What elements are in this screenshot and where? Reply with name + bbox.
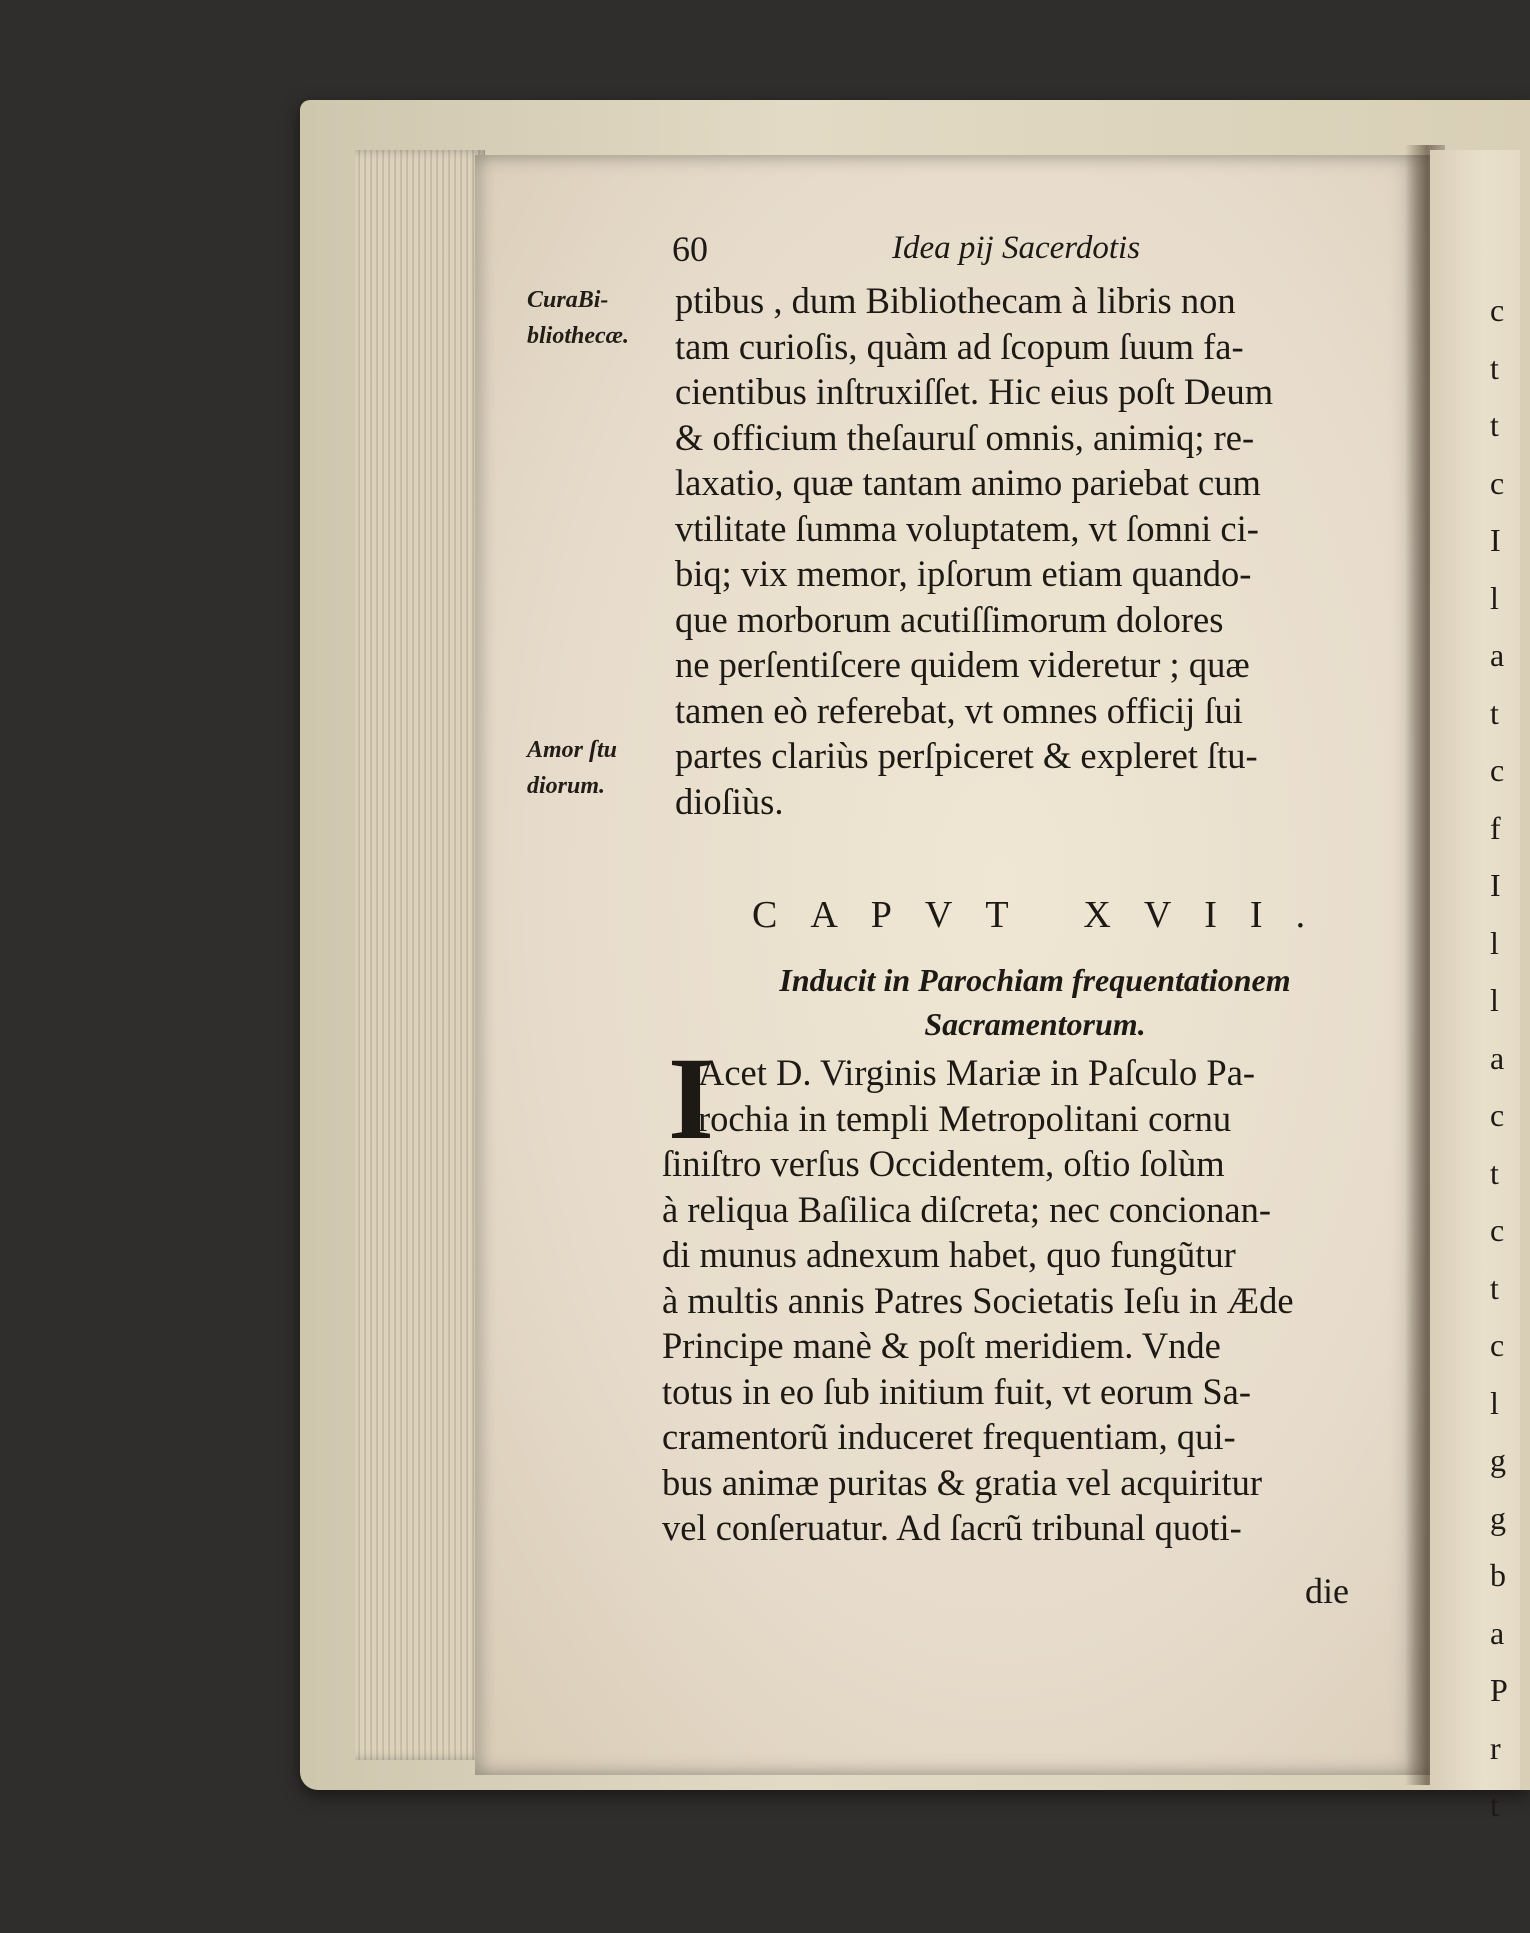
text-line: partes clariùs perſpiceret & expleret ſtu- bbox=[675, 735, 1258, 776]
fragment-letter: l bbox=[1490, 924, 1499, 961]
chapter-subtitle-line: Inducit in Parochiam frequentationem bbox=[779, 962, 1291, 998]
fragment-letter: t bbox=[1490, 1269, 1499, 1306]
fragment-letter: l bbox=[1490, 982, 1499, 1018]
fragment-letter: c bbox=[1490, 1327, 1505, 1363]
catchword: die bbox=[1305, 1571, 1349, 1611]
fragment-letter: b bbox=[1490, 1557, 1506, 1593]
fragment-letter: l bbox=[1490, 579, 1499, 616]
margin-note-line: CuraBi- bbox=[527, 287, 609, 313]
text-line: vtilitate ſumma voluptatem, vt ſomni ci- bbox=[675, 507, 1259, 549]
margin-note-line: bliothecæ. bbox=[527, 323, 629, 349]
fragment-letter: f bbox=[1490, 809, 1501, 846]
fragment-letter: g bbox=[1490, 1442, 1506, 1478]
text-line: bus animæ puritas & gratia vel acquiritur bbox=[662, 1461, 1263, 1503]
text-line: à reliqua Baſilica diſcreta; nec concionan- bbox=[662, 1188, 1272, 1230]
fragment-letter: P bbox=[1490, 1672, 1508, 1708]
chapter-subtitle bbox=[725, 958, 1345, 1046]
fragment-letter: a bbox=[1490, 637, 1505, 673]
margin-note-amor bbox=[527, 732, 617, 804]
paragraph-1 bbox=[675, 278, 1375, 824]
text-line: cientibus inſtruxiſſet. Hic eius poſt Deum bbox=[675, 371, 1274, 412]
text-line: vel conſeruatur. Ad ſacrũ tribunal quoti- bbox=[662, 1507, 1242, 1548]
fragment-letter: t bbox=[1490, 407, 1499, 443]
fragment-letter: t bbox=[1490, 349, 1499, 386]
fragment-letter: t bbox=[1490, 1787, 1499, 1823]
text-line: biq; vix memor, ipſorum etiam quando- bbox=[675, 553, 1252, 594]
text-line: à multis annis Patres Societatis Ieſu in Æde bbox=[662, 1279, 1294, 1321]
text-line: ne perſentiſcere quidem videretur ; quæ bbox=[675, 644, 1250, 685]
margin-note-line: diorum. bbox=[527, 773, 606, 799]
right-page-fragments bbox=[1490, 282, 1510, 1835]
text-line: cramentorũ induceret frequentiam, qui- bbox=[662, 1416, 1236, 1457]
text-line: Acet D. Virginis Mariæ in Paſculo Pa- bbox=[698, 1052, 1256, 1093]
page-edges bbox=[355, 150, 485, 1760]
fragment-letter: a bbox=[1490, 1039, 1505, 1076]
drop-cap: I bbox=[668, 1033, 714, 1164]
text-line: totus in eo ſub initium fuit, vt eorum Sa- bbox=[662, 1370, 1252, 1412]
text-line: Principe manè & poſt meridiem. Vnde bbox=[662, 1325, 1221, 1366]
text-line: ſiniſtro verſus Occidentem, oſtio ſolùm bbox=[662, 1143, 1225, 1184]
fragment-letter: I bbox=[1490, 867, 1501, 903]
fragment-letter: I bbox=[1490, 522, 1501, 558]
text-line: rochia in templi Metropolitani cornu bbox=[698, 1097, 1232, 1139]
text-line: laxatio, quæ tantam animo pariebat cum bbox=[675, 462, 1261, 503]
fragment-letter: l bbox=[1490, 1384, 1499, 1421]
margin-note-line: Amor ſtu bbox=[527, 737, 618, 763]
paragraph-2 bbox=[662, 1050, 1382, 1551]
margin-note-cura bbox=[527, 282, 629, 354]
text-line: tamen eò referebat, vt omnes officij ſui bbox=[675, 689, 1243, 731]
fragment-letter: t bbox=[1490, 694, 1499, 731]
text-line: di munus adnexum habet, quo fungũtur bbox=[662, 1234, 1236, 1275]
page-number: 60 bbox=[672, 229, 708, 269]
text-line: & officium theſauruſ omnis, animiq; re- bbox=[675, 416, 1255, 458]
text-line: dioſiùs. bbox=[675, 780, 784, 822]
running-title: Idea pij Sacerdotis bbox=[892, 230, 1141, 266]
fragment-letter: t bbox=[1490, 1154, 1499, 1191]
fragment-letter: g bbox=[1490, 1499, 1506, 1536]
chapter-heading: CAPVT XVII. bbox=[752, 894, 1339, 936]
running-head bbox=[672, 228, 1192, 278]
fragment-letter: c bbox=[1490, 1097, 1505, 1133]
fragment-letter: c bbox=[1490, 292, 1505, 328]
fragment-letter: c bbox=[1490, 752, 1505, 788]
fragment-letter: a bbox=[1490, 1614, 1505, 1651]
fragment-letter: r bbox=[1490, 1729, 1501, 1766]
text-line: ptibus , dum Bibliothecam à libris non bbox=[675, 280, 1236, 321]
text-line: tam curioſis, quàm ad ſcopum ſuum fa- bbox=[675, 325, 1244, 367]
text-line: que morborum acutiſſimorum dolores bbox=[675, 598, 1224, 640]
fragment-letter: c bbox=[1490, 464, 1505, 501]
chapter-subtitle-line: Sacramentorum. bbox=[924, 1006, 1146, 1042]
fragment-letter: c bbox=[1490, 1212, 1505, 1248]
